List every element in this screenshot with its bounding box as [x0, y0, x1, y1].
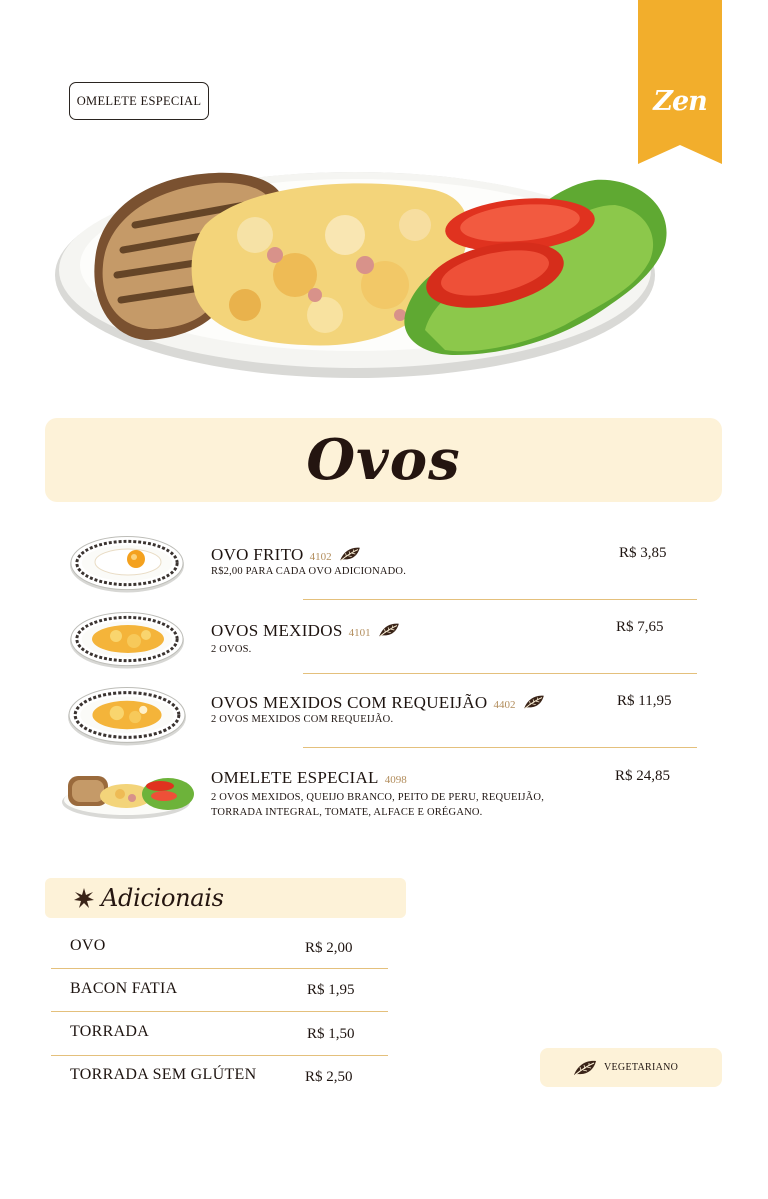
adicional-label: OVO — [70, 937, 106, 954]
item-code: 4098 — [384, 774, 407, 786]
item-divider — [303, 747, 697, 748]
item-name: OVO FRITO — [211, 545, 304, 564]
adicional-row — [51, 1013, 388, 1056]
adicionais-banner — [45, 878, 406, 918]
vegetarian-leaf-icon — [377, 622, 401, 638]
item-description-line-1: 2 OVOS MEXIDOS, QUEIJO BRANCO, PEITO DE PERU, REQUEIJÃO, — [211, 792, 545, 803]
adicional-price: R$ 2,50 — [305, 1069, 353, 1085]
item-name-line — [211, 620, 401, 641]
item-divider — [303, 673, 697, 674]
item-name: OVOS MEXIDOS COM REQUEIJÃO — [211, 693, 488, 712]
adicional-label: TORRADA — [70, 1023, 150, 1040]
vegetarian-legend — [540, 1048, 722, 1087]
leaf-icon — [572, 1059, 598, 1077]
adicional-divider — [51, 968, 388, 969]
adicional-divider — [51, 1055, 388, 1056]
adicional-divider — [51, 1011, 388, 1012]
adicional-price: R$ 1,50 — [307, 1026, 355, 1042]
item-name: OMELETE ESPECIAL — [211, 768, 379, 787]
omelete-especial-plate-image — [60, 770, 194, 822]
item-description-line-2: TORRADA INTEGRAL, TOMATE, ALFACE E ORÉGANO. — [211, 807, 483, 818]
scrambled-eggs-requeijao-plate-image — [66, 685, 188, 747]
item-description: 2 OVOS MEXIDOS COM REQUEIJÃO. — [211, 714, 394, 725]
item-description: R$2,00 PARA CADA OVO ADICIONADO. — [211, 566, 407, 577]
adicional-price: R$ 1,95 — [307, 982, 355, 998]
item-price: R$ 24,85 — [615, 768, 671, 784]
item-name: OVOS MEXIDOS — [211, 621, 343, 640]
brand-logo: Zen — [653, 86, 707, 117]
adicional-price: R$ 2,00 — [305, 940, 353, 956]
item-price: R$ 3,85 — [619, 545, 667, 561]
item-code: 4101 — [348, 627, 371, 639]
legend-label: VEGETARIANO — [604, 1062, 679, 1073]
item-code: 4102 — [309, 551, 332, 563]
featured-item-tag: OMELETE ESPECIAL — [69, 82, 209, 120]
ribbon-shape — [638, 0, 722, 164]
adicional-label: BACON FATIA — [70, 980, 178, 997]
adicional-label: TORRADA SEM GLÚTEN — [70, 1066, 257, 1083]
section-banner — [45, 418, 722, 502]
item-name-line — [211, 544, 362, 565]
fried-egg-plate-image — [68, 534, 186, 594]
adicional-row — [51, 970, 388, 1013]
vegetarian-leaf-icon — [522, 694, 546, 710]
omelete-especial-hero-image — [55, 165, 680, 390]
star-burst-icon — [73, 887, 95, 909]
brand-ribbon — [638, 0, 722, 164]
adicionais-title: Adicionais — [101, 884, 224, 912]
scrambled-eggs-plate-image — [68, 610, 186, 670]
section-title: Ovos — [306, 427, 461, 493]
item-code: 4402 — [493, 699, 516, 711]
item-price: R$ 11,95 — [617, 693, 672, 709]
item-description: 2 OVOS. — [211, 644, 252, 655]
adicional-row — [51, 926, 388, 969]
item-name-line — [211, 768, 407, 788]
vegetarian-leaf-icon — [338, 546, 362, 562]
item-price: R$ 7,65 — [616, 619, 664, 635]
item-name-line — [211, 692, 546, 713]
adicional-row — [51, 1057, 388, 1100]
item-divider — [303, 599, 697, 600]
